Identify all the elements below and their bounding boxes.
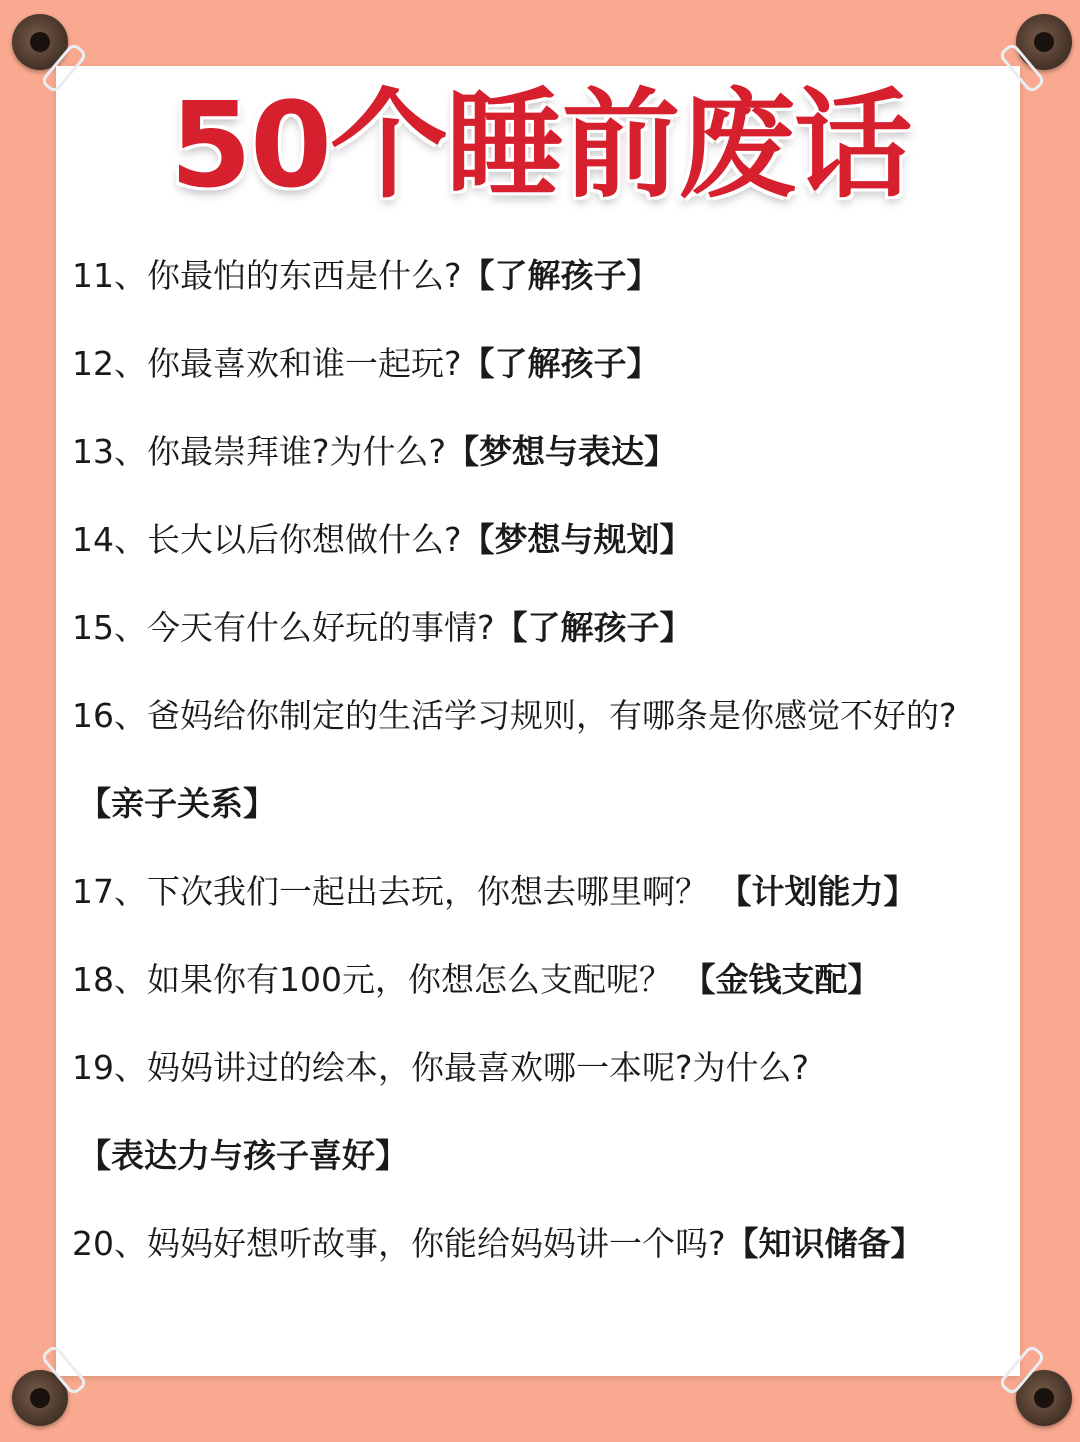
list-item <box>72 510 1012 598</box>
question-text: 18、如果你有100元，你想怎么支配呢？ <box>72 960 683 999</box>
category-tag: 【知识储备】 <box>725 1224 924 1263</box>
list-item <box>72 334 1012 422</box>
category-tag: 【金钱支配】 <box>682 960 881 999</box>
question-text: 15、今天有什么好玩的事情? <box>72 608 495 647</box>
list-item <box>72 1038 1012 1126</box>
list-item <box>72 1214 1012 1302</box>
list-item <box>72 862 1012 950</box>
question-text: 11、你最怕的东西是什么? <box>72 256 462 295</box>
question-text: 19、妈妈讲过的绘本，你最喜欢哪一本呢?为什么? <box>72 1048 810 1087</box>
list-item <box>72 422 1012 510</box>
list-item <box>72 686 1012 774</box>
question-text: 12、你最喜欢和谁一起玩? <box>72 344 462 383</box>
question-text: 17、下次我们一起出去玩，你想去哪里啊？ <box>72 872 719 911</box>
list-item <box>72 246 1012 334</box>
question-text: 20、妈妈好想听故事，你能给妈妈讲一个吗? <box>72 1224 726 1263</box>
question-text: 16、爸妈给你制定的生活学习规则，有哪条是你感觉不好的? <box>72 696 957 735</box>
page-title: 50个睡前废话 <box>169 76 911 214</box>
category-tag: 【了解孩子】 <box>461 256 660 295</box>
category-tag: 【了解孩子】 <box>494 608 693 647</box>
list-item <box>72 1126 1012 1214</box>
question-text: 14、长大以后你想做什么? <box>72 520 462 559</box>
question-list <box>72 246 1012 1302</box>
category-tag: 【了解孩子】 <box>461 344 660 383</box>
category-tag: 【梦想与规划】 <box>461 520 693 559</box>
list-item <box>72 950 1012 1038</box>
category-tag: 【梦想与表达】 <box>446 432 678 471</box>
category-tag: 【计划能力】 <box>718 872 917 911</box>
category-tag: 【表达力与孩子喜好】 <box>78 1136 408 1175</box>
list-item <box>72 774 1012 862</box>
list-item <box>72 598 1012 686</box>
question-text: 13、你最崇拜谁?为什么? <box>72 432 447 471</box>
category-tag: 【亲子关系】 <box>78 784 276 823</box>
